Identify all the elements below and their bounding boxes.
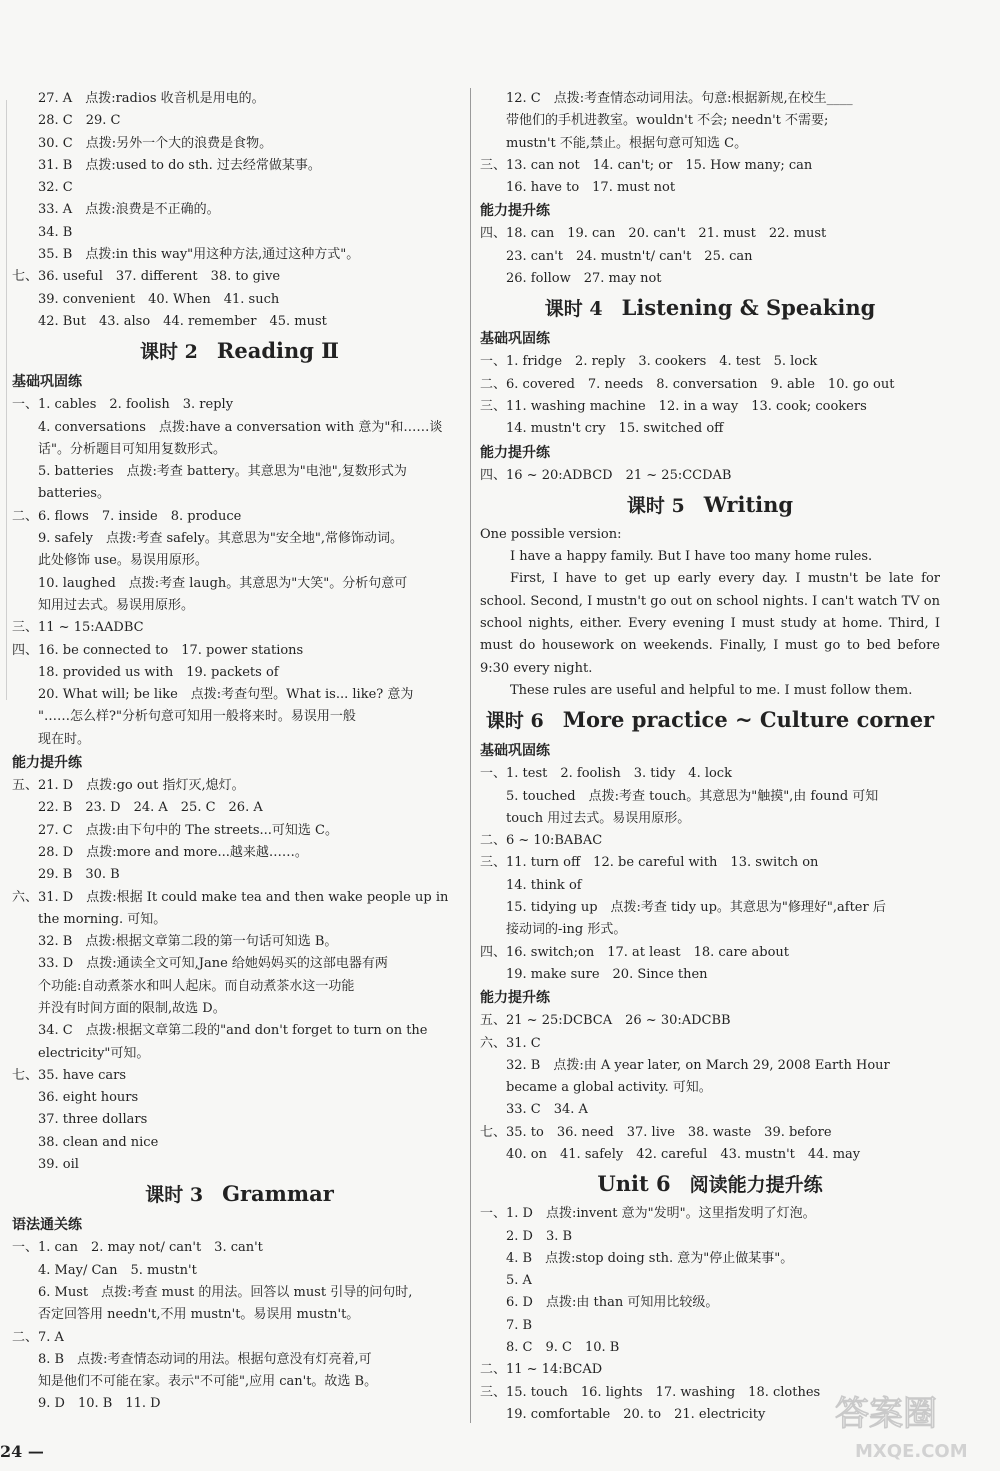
answer-line: 接动词的-ing 形式。 xyxy=(506,922,627,938)
section-title xyxy=(480,489,940,522)
answer-line: 14. mustn't cry 15. switched off xyxy=(506,421,724,437)
answer-line: 四、16 ~ 20:ADBCD 21 ~ 25:CCDAB xyxy=(480,467,732,483)
answer-line: 10. laughed 点拨:考查 laugh。其意思为"大笑"。分析句意可 xyxy=(38,575,408,591)
section-title xyxy=(480,704,940,737)
watermark-text: 答案圈 xyxy=(835,1394,937,1434)
answer-line: 30. C 点拨:另外一个大的浪费是食物。 xyxy=(38,135,273,151)
section-title-cn: 课时 5 xyxy=(626,494,685,517)
answer-line: 20. What will; be like 点拨:考查句型。What is... like? 意为 xyxy=(38,687,414,703)
answer-line: 7. B xyxy=(506,1317,533,1333)
answer-line: 34. B xyxy=(38,224,73,240)
page-number: 24 — xyxy=(0,1442,44,1461)
answer-line: 5. A xyxy=(506,1273,532,1289)
answer-line: 4. conversations 点拨:have a conversation with 意为"和……谈 xyxy=(38,419,443,435)
answer-line: 四、16. switch;on 17. at least 18. care about xyxy=(480,944,790,960)
answer-line: 知是他们不可能在家。表示"不可能",应用 can't。故选 B。 xyxy=(38,1374,378,1390)
column-divider xyxy=(470,88,471,1423)
left-margin-line xyxy=(6,100,7,700)
answer-line: 6. Must 点拨:考查 must 的用法。回答以 must 引导的问句时, xyxy=(38,1284,413,1300)
essay-paragraph: I have a happy family. But I have too many home rules. xyxy=(510,549,873,565)
answer-line: 三、11 ~ 15:AADBC xyxy=(12,620,144,636)
answer-line: 四、18. can 19. can 20. can't 21. must 22. must xyxy=(480,226,827,242)
answer-line: 六、31. C xyxy=(480,1035,541,1051)
subsection-heading: 基础巩固练 xyxy=(480,331,550,348)
answer-line: 话"。分析题目可知用复数形式。 xyxy=(38,441,226,457)
section-title xyxy=(480,292,940,325)
answer-line: batteries。 xyxy=(38,486,110,502)
answer-line: 12. C 点拨:考查情态动词用法。句意:根据新规,在校生____ xyxy=(506,91,853,106)
section-title-cn: 课时 6 xyxy=(485,710,544,733)
answer-line: 七、35. have cars xyxy=(12,1067,127,1083)
section-title xyxy=(12,335,467,368)
watermark-url: MXQE.COM xyxy=(855,1441,968,1462)
answer-line: 27. A 点拨:radios 收音机是用电的。 xyxy=(38,91,265,106)
left-column xyxy=(12,88,467,1416)
answer-line: 16. have to 17. must not xyxy=(506,180,676,196)
answer-line: 否定回答用 needn't,不用 mustn't。易误用 mustn't。 xyxy=(38,1307,360,1323)
answer-line: 28. D 点拨:more and more...越来越……。 xyxy=(38,844,308,860)
answer-line: 二、7. A xyxy=(12,1329,64,1345)
answer-line: 33. A 点拨:浪费是不正确的。 xyxy=(38,202,220,218)
answer-line: the morning. 可知。 xyxy=(38,911,167,927)
subsection-heading: 能力提升练 xyxy=(480,990,550,1007)
answer-line: 带他们的手机进教室。wouldn't 不会; needn't 不需要; xyxy=(506,113,829,129)
essay-paragraph: These rules are useful and helpful to me. I must follow them. xyxy=(510,682,913,698)
answer-line: 一、1. test 2. foolish 3. tidy 4. lock xyxy=(480,766,732,782)
answer-line: 38. clean and nice xyxy=(38,1134,159,1150)
answer-line: One possible version: xyxy=(480,526,622,542)
answer-line: 4. May/ Can 5. mustn't xyxy=(38,1262,197,1278)
answer-line: 28. C 29. C xyxy=(38,113,121,129)
answer-line: 现在时。 xyxy=(38,731,91,747)
answer-line: 二、11 ~ 14:BCAD xyxy=(480,1362,603,1378)
answer-line: 三、11. turn off 12. be careful with 13. switch on xyxy=(480,855,819,871)
answer-line: 18. provided us with 19. packets of xyxy=(38,664,279,680)
answer-line: 2. D 3. B xyxy=(506,1228,573,1244)
answer-line: 5. touched 点拨:考查 touch。其意思为"触摸",由 found 可知 xyxy=(506,788,879,804)
answer-line: 二、6. flows 7. inside 8. produce xyxy=(12,508,242,524)
answer-line: 29. B 30. B xyxy=(38,867,120,883)
answer-line: 6. D 点拨:由 than 可知用比较级。 xyxy=(506,1295,719,1311)
subsection-heading: 能力提升练 xyxy=(480,444,550,461)
answer-line: 七、35. to 36. need 37. live 38. waste 39. before xyxy=(480,1124,832,1140)
answer-line: 8. B 点拨:考查情态动词的用法。根据句意没有灯亮着,可 xyxy=(38,1351,372,1367)
section-title-en: Listening & Speaking xyxy=(621,295,876,321)
answer-line: 39. oil xyxy=(38,1157,79,1173)
answer-line: 33. C 34. A xyxy=(506,1102,588,1118)
answer-line: 五、21. D 点拨:go out 指灯灭,熄灯。 xyxy=(12,778,245,794)
answer-line: 14. think of xyxy=(506,877,582,893)
answer-line: 34. C 点拨:根据文章第二段的"and don't forget to turn on the xyxy=(38,1023,428,1039)
answer-line: 31. B 点拨:used to do sth. 过去经常做某事。 xyxy=(38,157,321,173)
answer-line: 五、21 ~ 25:DCBCA 26 ~ 30:ADCBB xyxy=(480,1013,731,1029)
answer-line: 23. can't 24. mustn't/ can't 25. can xyxy=(506,248,753,264)
subsection-heading: 语法通关练 xyxy=(12,1217,82,1234)
answer-line: 二、6 ~ 10:BABAC xyxy=(480,833,603,849)
section-title-en: Reading Ⅱ xyxy=(216,338,339,364)
answer-line: 35. B 点拨:in this way"用这种方法,通过这种方式"。 xyxy=(38,247,360,263)
answer-line: 19. make sure 20. Since then xyxy=(506,966,708,982)
answer-line: electricity"可知。 xyxy=(38,1045,150,1061)
answer-line: 一、1. cables 2. foolish 3. reply xyxy=(12,397,234,413)
answer-line: 42. But 43. also 44. remember 45. must xyxy=(38,313,327,329)
answer-line: 六、31. D 点拨:根据 It could make tea and then wake people up in xyxy=(12,889,449,905)
answer-line: 一、1. D 点拨:invent 意为"发明"。这里指发明了灯泡。 xyxy=(480,1206,816,1222)
answer-line: 4. B 点拨:stop doing sth. 意为"停止做某事"。 xyxy=(506,1250,794,1266)
answer-line: 此处修饰 use。易误用原形。 xyxy=(38,553,208,569)
section-title xyxy=(480,1168,940,1201)
answer-line: 15. tidying up 点拨:考查 tidy up。其意思为"修理好",after 后 xyxy=(506,900,886,916)
answer-line: 9. D 10. B 11. D xyxy=(38,1396,161,1412)
answer-line: 七、36. useful 37. different 38. to give xyxy=(12,269,281,285)
answer-line: 个功能:自动煮茶水和叫人起床。而自动煮茶水这一功能 xyxy=(38,978,355,994)
answer-line: 32. C xyxy=(38,180,73,196)
answer-line: 9. safely 点拨:考查 safely。其意思为"安全地",常修饰动词。 xyxy=(38,531,403,547)
section-title-cn: 课时 2 xyxy=(140,341,198,364)
answer-line: mustn't 不能,禁止。根据句意可知选 C。 xyxy=(506,135,748,151)
subsection-heading: 基础巩固练 xyxy=(12,374,82,391)
watermark-logo xyxy=(825,1385,995,1465)
section-title-en: Grammar xyxy=(222,1181,334,1207)
answer-line: 四、16. be connected to 17. power stations xyxy=(12,642,304,658)
answer-line: 二、6. covered 7. needs 8. conversation 9. able 10. go out xyxy=(480,376,895,392)
answer-line: 26. follow 27. may not xyxy=(506,271,662,287)
answer-line: 一、1. fridge 2. reply 3. cookers 4. test 5. lock xyxy=(480,354,818,370)
answer-line: 39. convenient 40. When 41. such xyxy=(38,291,280,307)
section-title-en: Unit 6 xyxy=(597,1171,671,1197)
answer-line: became a global activity. 可知。 xyxy=(506,1080,712,1096)
answer-line: touch 用过去式。易误用原形。 xyxy=(506,810,691,826)
answer-line: 36. eight hours xyxy=(38,1090,139,1106)
answer-line: 37. three dollars xyxy=(38,1112,148,1128)
answer-line: 40. on 41. safely 42. careful 43. mustn't 44. may xyxy=(506,1146,861,1162)
answer-line: 三、11. washing machine 12. in a way 13. cook; cookers xyxy=(480,398,867,414)
answer-line: 33. D 点拨:通读全文可知,Jane 给她妈妈买的这部电器有两 xyxy=(38,956,388,972)
section-title-en: More practice ~ Culture corner xyxy=(562,707,935,733)
section-title-cn: 课时 4 xyxy=(544,298,603,321)
answer-line: 知用过去式。易误用原形。 xyxy=(38,597,195,613)
answer-line: 8. C 9. C 10. B xyxy=(506,1340,620,1356)
answer-line: 22. B 23. D 24. A 25. C 26. A xyxy=(38,800,263,816)
subsection-heading: 基础巩固练 xyxy=(480,743,550,760)
answer-line: 一、1. can 2. may not/ can't 3. can't xyxy=(12,1240,263,1256)
section-title-en: Writing xyxy=(703,491,794,517)
answer-line: 19. comfortable 20. to 21. electricity xyxy=(506,1406,766,1422)
answer-line: 27. C 点拨:由下句中的 The streets...可知选 C。 xyxy=(38,822,339,838)
answer-line: 三、13. can not 14. can't; or 15. How many; can xyxy=(480,157,813,173)
subsection-heading: 能力提升练 xyxy=(480,203,550,220)
section-title-cn: 阅读能力提升练 xyxy=(689,1174,823,1197)
answer-line: 32. B 点拨:根据文章第二段的第一句话可知选 B。 xyxy=(38,934,338,950)
section-title xyxy=(12,1178,467,1211)
section-title-cn: 课时 3 xyxy=(145,1184,204,1207)
answer-line: 32. B 点拨:由 A year later, on March 29, 2008 Earth Hour xyxy=(506,1057,890,1073)
right-column xyxy=(480,88,940,1426)
essay-paragraph: First, I have to get up early every day. I mustn't be late for school. Second, I mustn't go out on school nights. I can't watch TV on school nights, either. Every evening I must study at home. Third, I must do housework on weekends. Finally, I must go to bed before 9:30 every night. xyxy=(480,571,940,676)
answer-line: 5. batteries 点拨:考查 battery。其意思为"电池",复数形式为 xyxy=(38,464,407,480)
answer-line: 并没有时间方面的限制,故选 D。 xyxy=(38,1000,226,1016)
subsection-heading: 能力提升练 xyxy=(12,755,82,772)
answer-line: 三、15. touch 16. lights 17. washing 18. clothes xyxy=(480,1384,821,1400)
answer-line: "……怎么样?"分析句意可知用一般将来时。易误用一般 xyxy=(38,709,356,725)
